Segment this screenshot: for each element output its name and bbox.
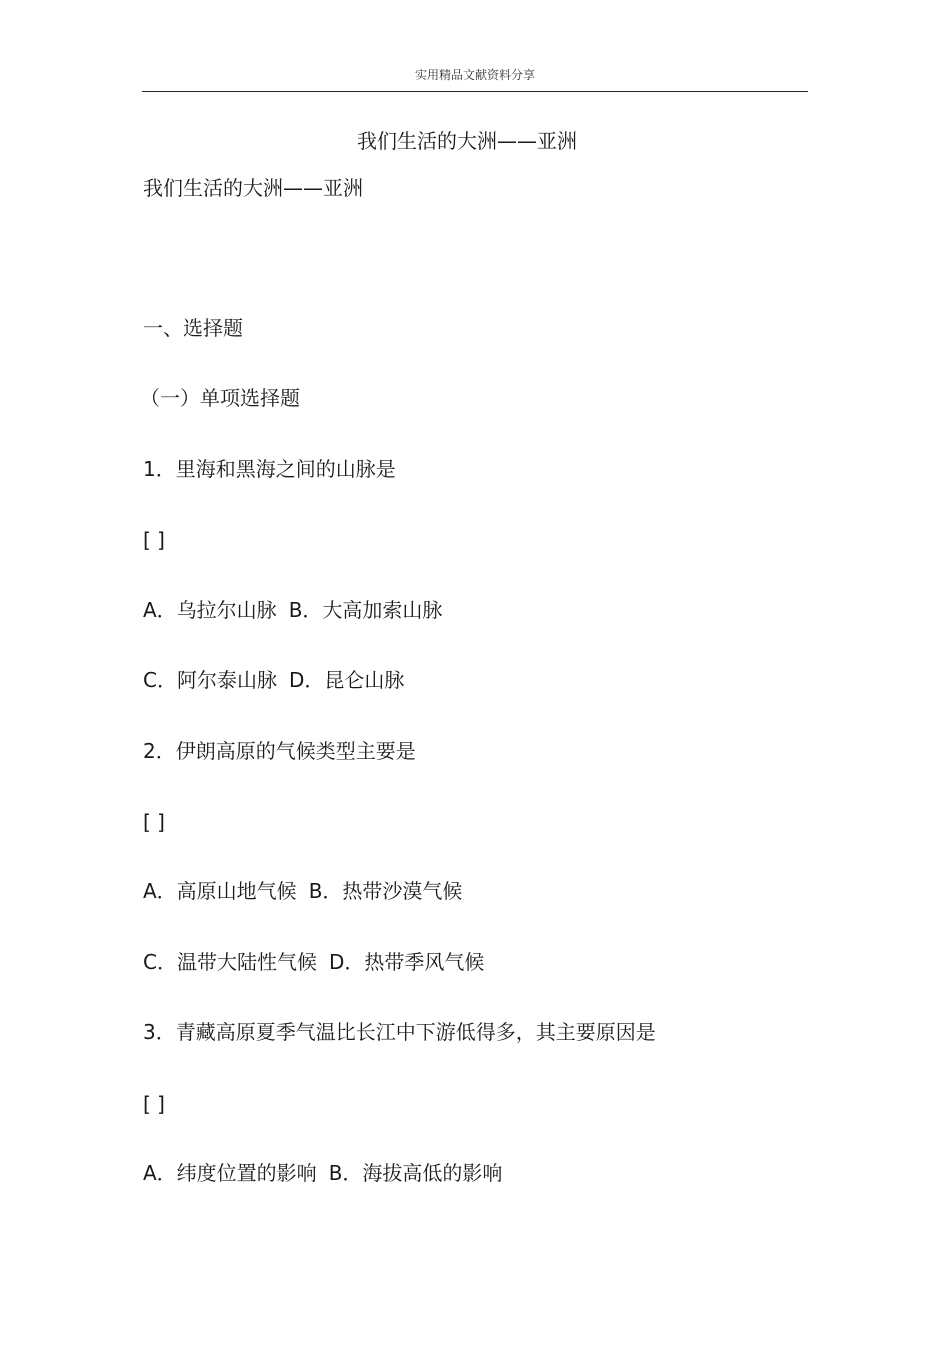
question-2-stem: 2．伊朗高原的气候类型主要是 [143, 739, 416, 763]
document-title: 我们生活的大洲——亚洲 [357, 129, 577, 153]
section-heading: 一、选择题 [143, 316, 243, 340]
question-3-option-a: A．纬度位置的影响 [143, 1161, 317, 1185]
document-subtitle: 我们生活的大洲——亚洲 [143, 176, 363, 200]
question-2-answer-bracket: [ ] [143, 810, 165, 834]
question-2-option-b: B．热带沙漠气候 [308, 879, 463, 903]
question-2-option-c: C．温带大陆性气候 [143, 950, 317, 974]
question-1-options-cd [143, 668, 404, 692]
subsection-heading: （一）单项选择题 [140, 386, 300, 410]
question-3-answer-bracket: [ ] [143, 1092, 165, 1116]
question-1-option-b: B．大高加索山脉 [288, 598, 443, 622]
question-1-option-a: A．乌拉尔山脉 [143, 598, 277, 622]
question-3-stem: 3．青藏高原夏季气温比长江中下游低得多，其主要原因是 [143, 1020, 656, 1044]
question-2-option-d: D．热带季风气候 [328, 950, 485, 974]
question-1-option-d: D．昆仑山脉 [288, 668, 405, 692]
header-divider [142, 91, 808, 92]
question-2-option-a: A．高原山地气候 [143, 879, 297, 903]
question-2-options-cd [143, 950, 484, 974]
question-3-options-ab [143, 1161, 502, 1185]
question-1-stem: 1．里海和黑海之间的山脉是 [143, 457, 396, 481]
question-2-options-ab [143, 879, 462, 903]
question-1-option-c: C．阿尔泰山脉 [143, 668, 277, 692]
page-header-text: 实用精品文献资料分享 [414, 68, 535, 82]
question-1-options-ab [143, 598, 442, 622]
question-3-option-b: B．海拔高低的影响 [328, 1161, 503, 1185]
question-1-answer-bracket: [ ] [143, 528, 165, 552]
